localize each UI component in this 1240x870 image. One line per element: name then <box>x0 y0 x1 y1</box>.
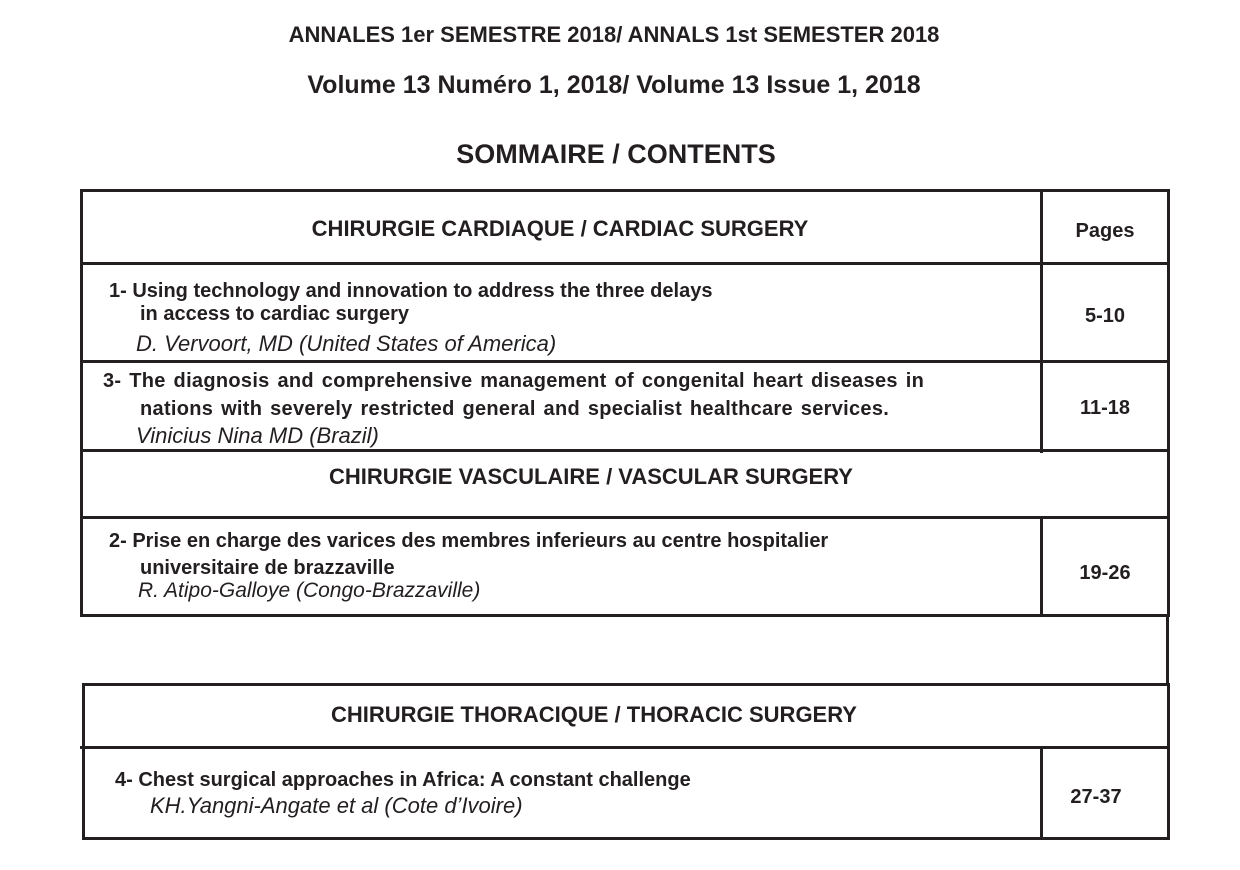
article-title-continued: universitaire de brazzaville <box>140 557 395 579</box>
article-pages: 11-18 <box>1079 397 1131 419</box>
journal-edition-heading: ANNALES 1er SEMESTRE 2018/ ANNALS 1st SEMESTER 2018 <box>288 22 940 47</box>
row-divider <box>80 449 1170 452</box>
contents-title: SOMMAIRE / CONTENTS <box>456 139 776 169</box>
article-title: 1- Using technology and innovation to address the three delays <box>109 280 713 302</box>
article-author: KH.Yangni-Angate et al (Cote d’Ivoire) <box>150 793 523 818</box>
table-border-segment <box>1166 614 1169 686</box>
article-author: D. Vervoort, MD (United States of America) <box>136 331 557 356</box>
row-divider <box>80 360 1170 363</box>
volume-issue-heading: Volume 13 Numéro 1, 2018/ Volume 13 Issue 1, 2018 <box>307 71 921 99</box>
pages-column-header: Pages <box>1075 220 1135 242</box>
article-title-continued: in access to cardiac surgery <box>140 303 410 325</box>
article-pages: 5-10 <box>1084 305 1126 327</box>
article-title-continued: nations with severely restricted general and specialist healthcare services. <box>140 398 890 420</box>
article-author: R. Atipo-Galloye (Congo-Brazzaville) <box>138 579 481 602</box>
article-pages: 19-26 <box>1079 562 1131 584</box>
section-title-vascular: CHIRURGIE VASCULAIRE / VASCULAR SURGERY <box>329 464 853 489</box>
article-title: 4- Chest surgical approaches in Africa: A constant challenge <box>115 769 691 791</box>
article-pages: 27-37 <box>1070 786 1122 808</box>
row-divider <box>80 262 1170 265</box>
article-author: Vinicius Nina MD (Brazil) <box>136 423 379 448</box>
row-divider <box>80 746 1170 749</box>
section-title-thoracic: CHIRURGIE THORACIQUE / THORACIC SURGERY <box>331 702 857 727</box>
row-divider <box>80 516 1170 519</box>
article-title: 2- Prise en charge des varices des membres inferieurs au centre hospitalier <box>109 530 829 552</box>
article-title: 3- The diagnosis and comprehensive management of congenital heart diseases in <box>103 370 925 392</box>
section-title-cardiac: CHIRURGIE CARDIAQUE / CARDIAC SURGERY <box>311 216 809 241</box>
